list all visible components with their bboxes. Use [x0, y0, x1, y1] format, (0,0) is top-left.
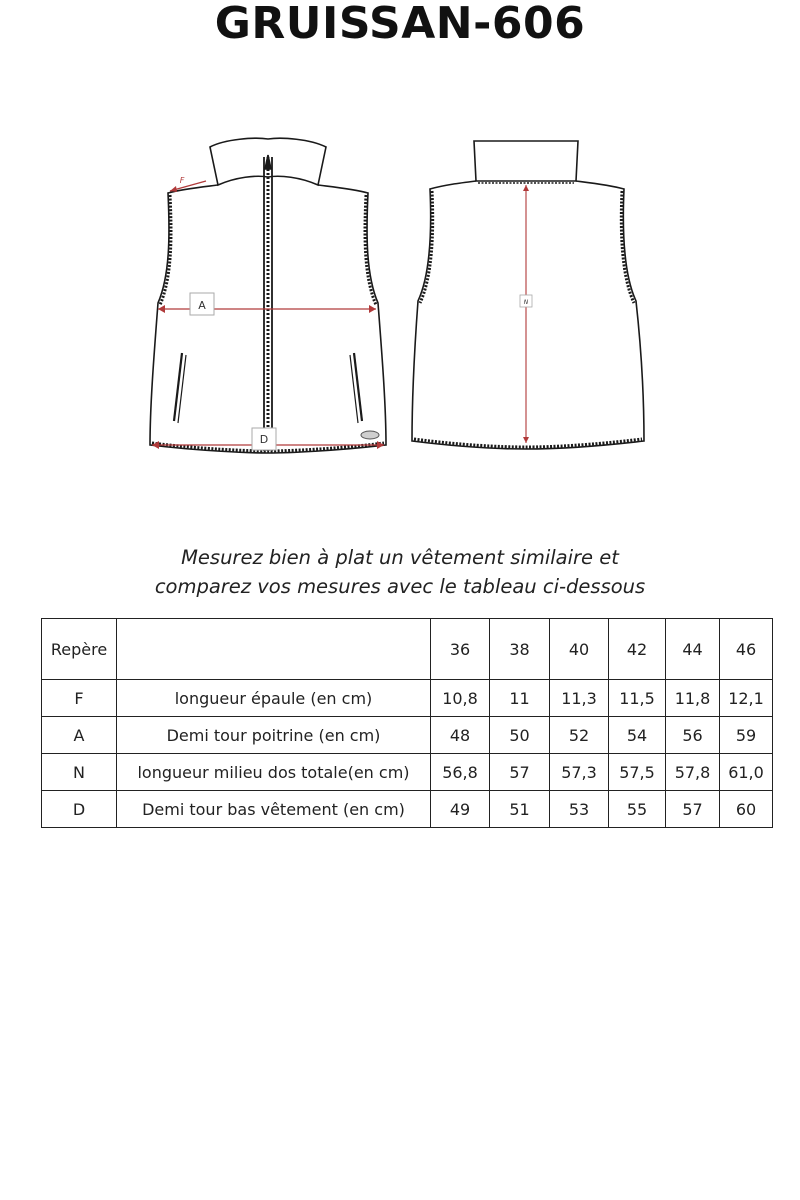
row-label: longueur milieu dos totale(en cm)	[117, 754, 431, 791]
row-value: 56	[666, 717, 720, 754]
header-size: 44	[666, 619, 720, 680]
row-code: A	[42, 717, 117, 754]
table-row	[42, 717, 773, 754]
table-row	[42, 791, 773, 828]
instructions-line-2: comparez vos mesures avec le tableau ci-dessous	[154, 575, 646, 598]
header-size: 36	[431, 619, 490, 680]
row-value: 48	[431, 717, 490, 754]
row-label: longueur épaule (en cm)	[117, 680, 431, 717]
product-title: GRUISSAN-606	[214, 0, 586, 49]
vest-front-view	[150, 138, 386, 453]
table-header-row	[42, 619, 773, 680]
header-size: 42	[609, 619, 666, 680]
row-value: 11,5	[609, 680, 666, 717]
row-value: 59	[720, 717, 773, 754]
row-value: 57,5	[609, 754, 666, 791]
row-value: 56,8	[431, 754, 490, 791]
row-value: 57	[666, 791, 720, 828]
row-value: 11,8	[666, 680, 720, 717]
row-value: 50	[490, 717, 550, 754]
row-code: F	[42, 680, 117, 717]
row-value: 57,8	[666, 754, 720, 791]
shoulder-label: F	[179, 176, 185, 185]
row-code: D	[42, 791, 117, 828]
row-value: 55	[609, 791, 666, 828]
row-value: 12,1	[720, 680, 773, 717]
row-value: 53	[550, 791, 609, 828]
row-value: 51	[490, 791, 550, 828]
row-value: 54	[609, 717, 666, 754]
chest-label: A	[198, 299, 206, 312]
header-repere: Repère	[42, 619, 117, 680]
row-value: 10,8	[431, 680, 490, 717]
row-value: 52	[550, 717, 609, 754]
hem-label: D	[259, 433, 269, 446]
table-row	[42, 754, 773, 791]
row-code: N	[42, 754, 117, 791]
row-label: Demi tour poitrine (en cm)	[117, 717, 431, 754]
row-label: Demi tour bas vêtement (en cm)	[117, 791, 431, 828]
row-value: 57	[490, 754, 550, 791]
header-size: 38	[490, 619, 550, 680]
header-description	[117, 619, 431, 680]
table-row	[42, 680, 773, 717]
row-value: 49	[431, 791, 490, 828]
row-value: 11	[490, 680, 550, 717]
size-chart-table	[41, 618, 773, 828]
header-size: 46	[720, 619, 773, 680]
row-value: 11,3	[550, 680, 609, 717]
back-length-label: N	[523, 299, 529, 306]
instructions-line-1: Mesurez bien à plat un vêtement similaire et	[181, 546, 619, 569]
measuring-instructions	[0, 543, 800, 601]
row-value: 60	[720, 791, 773, 828]
row-value: 57,3	[550, 754, 609, 791]
vest-technical-drawing	[130, 125, 670, 465]
row-value: 61,0	[720, 754, 773, 791]
header-size: 40	[550, 619, 609, 680]
